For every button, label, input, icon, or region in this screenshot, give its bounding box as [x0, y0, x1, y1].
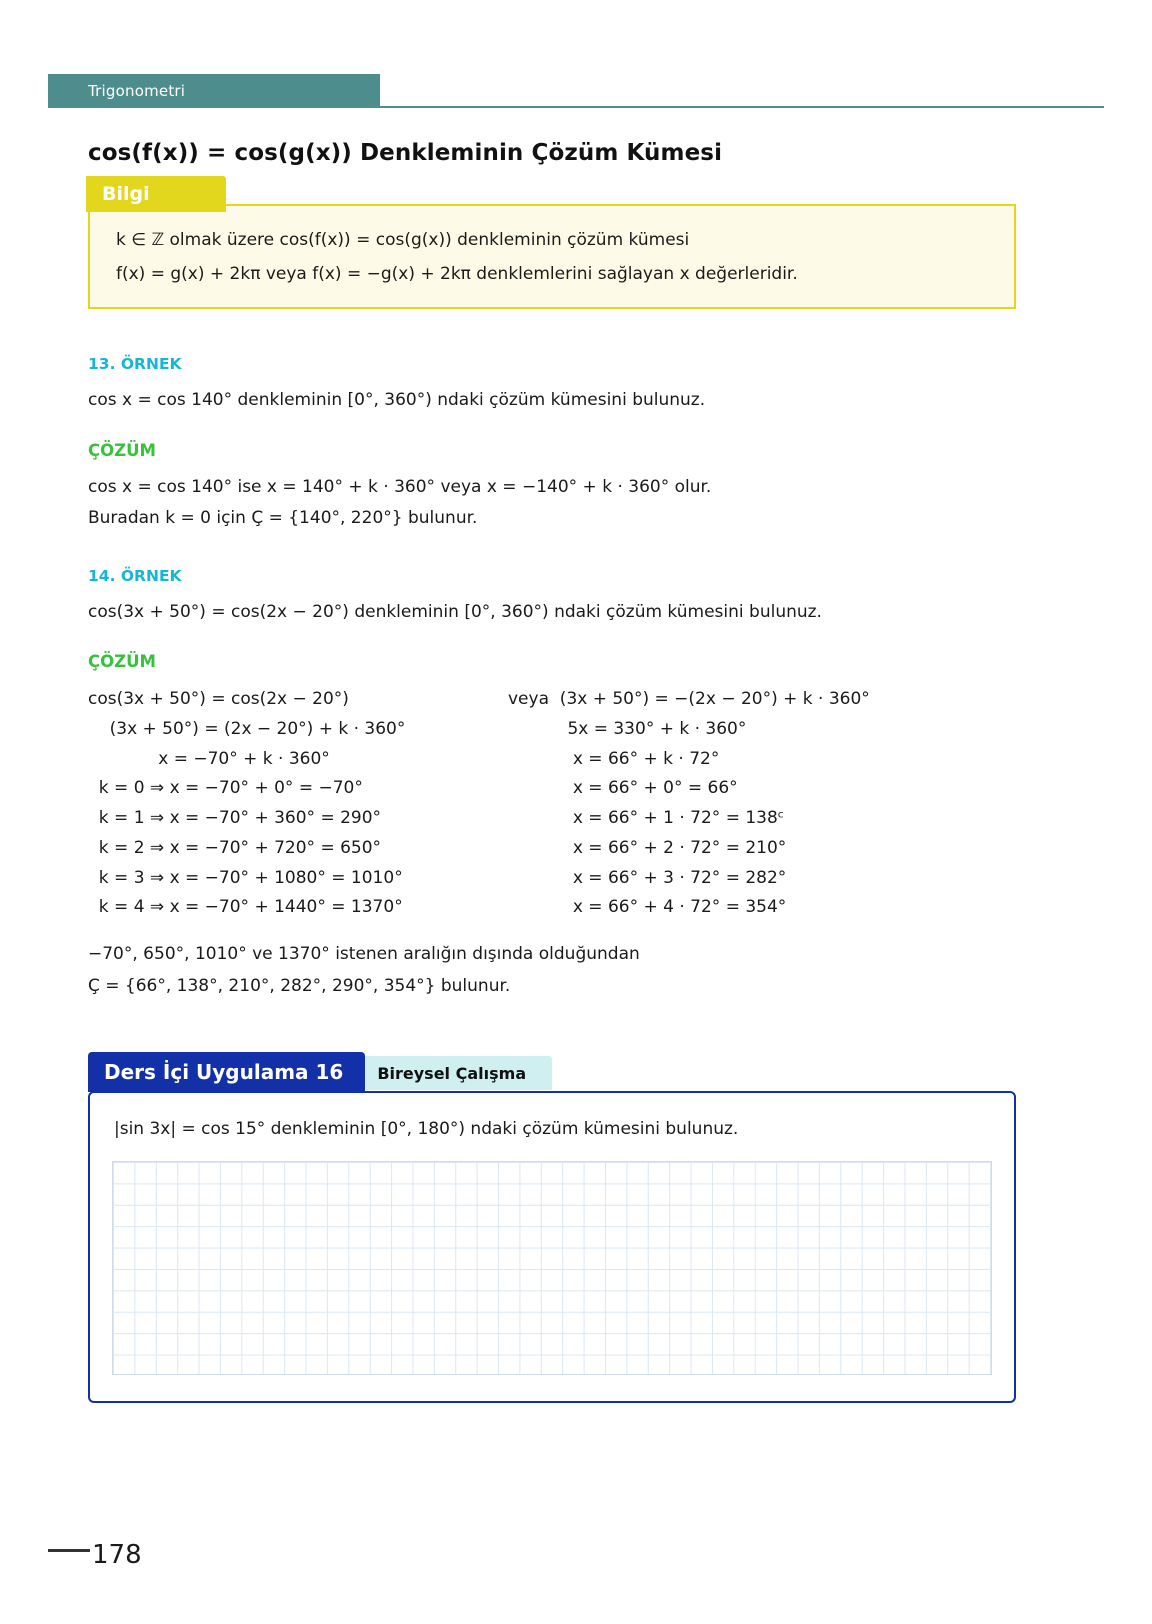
- derivation-right: x = 66° + 1 · 72° = 138ᶜ: [508, 808, 785, 829]
- solution-label: ÇÖZÜM: [88, 440, 156, 460]
- info-box-body: [88, 204, 1016, 309]
- footer-divider: [48, 1549, 90, 1552]
- derivation-left: k = 4 ⇒ x = −70° + 1440° = 1370°: [88, 897, 403, 918]
- page-content: [88, 140, 1016, 1403]
- derivation-left: cos(3x + 50°) = cos(2x − 20°): [88, 689, 349, 710]
- exercise-answer-grid[interactable]: [112, 1161, 992, 1375]
- exercise-box: [88, 1052, 1016, 1403]
- derivation-row: [88, 715, 1016, 745]
- derivation-row: [88, 834, 1016, 864]
- derivation-right: x = 66° + 2 · 72° = 210°: [508, 837, 787, 858]
- exercise-body: [88, 1091, 1016, 1403]
- derivation-right: x = 66° + 4 · 72° = 354°: [508, 897, 787, 918]
- example-label: 13. ÖRNEK: [88, 355, 182, 373]
- example-14: [88, 567, 1016, 1001]
- info-box-label: Bilgi: [102, 183, 150, 205]
- conclusion-line: Ç = {66°, 138°, 210°, 282°, 290°, 354°} bulunur.: [88, 975, 511, 996]
- derivation-table: [88, 685, 1016, 923]
- derivation-left: k = 1 ⇒ x = −70° + 360° = 290°: [88, 808, 382, 829]
- derivation-left: (3x + 50°) = (2x − 20°) + k · 360°: [88, 718, 406, 739]
- info-box-line: f(x) = g(x) + 2kπ veya f(x) = −g(x) + 2kπ denklemlerini sağlayan x değerleridir.: [116, 263, 798, 284]
- example-label: 14. ÖRNEK: [88, 566, 182, 585]
- derivation-right: x = 66° + k · 72°: [508, 748, 720, 769]
- derivation-row: [88, 893, 1016, 923]
- derivation-right: x = 66° + 0° = 66°: [508, 778, 738, 799]
- conclusion-line: −70°, 650°, 1010° ve 1370° istenen aralığın dışında olduğundan: [88, 944, 640, 965]
- exercise-tab-subtitle: Bireysel Çalışma: [355, 1056, 552, 1090]
- derivation-left: k = 2 ⇒ x = −70° + 720° = 650°: [88, 837, 382, 858]
- solution-label: ÇÖZÜM: [88, 652, 156, 672]
- exercise-question: |sin 3x| = cos 15° denkleminin [0°, 180°) ndaki çözüm kümesini bulunuz.: [114, 1119, 739, 1140]
- example-question: cos x = cos 140° denkleminin [0°, 360°) ndaki çözüm kümesini bulunuz.: [88, 390, 706, 410]
- chapter-header-band: [48, 74, 380, 108]
- page-title: cos(f(x)) = cos(g(x)) Denkleminin Çözüm Kümesi: [88, 140, 723, 166]
- solution-line: Buradan k = 0 için Ç = {140°, 220°} bulunur.: [88, 508, 478, 529]
- derivation-row: [88, 864, 1016, 894]
- page-number: 178: [92, 1540, 142, 1570]
- derivation-row: [88, 774, 1016, 804]
- solution-line: cos x = cos 140° ise x = 140° + k · 360° veya x = −140° + k · 360° olur.: [88, 476, 712, 497]
- info-box: [88, 183, 1016, 309]
- derivation-left: x = −70° + k · 360°: [88, 748, 330, 769]
- example-question: cos(3x + 50°) = cos(2x − 20°) denkleminin [0°, 360°) ndaki çözüm kümesini bulunuz.: [88, 601, 822, 622]
- example-13: [88, 355, 1016, 533]
- derivation-right: 5x = 330° + k · 360°: [508, 718, 747, 739]
- exercise-tabs: [88, 1052, 1016, 1092]
- derivation-left: k = 0 ⇒ x = −70° + 0° = −70°: [88, 778, 363, 799]
- derivation-row: [88, 685, 1016, 715]
- info-box-tab: [86, 176, 226, 212]
- header-divider: [48, 106, 1104, 108]
- derivation-right: veya (3x + 50°) = −(2x − 20°) + k · 360°: [508, 689, 870, 710]
- derivation-row: [88, 804, 1016, 834]
- chapter-title: Trigonometri: [88, 82, 186, 100]
- derivation-right: x = 66° + 3 · 72° = 282°: [508, 867, 787, 888]
- derivation-row: [88, 745, 1016, 775]
- derivation-left: k = 3 ⇒ x = −70° + 1080° = 1010°: [88, 867, 403, 888]
- exercise-tab-title: Ders İçi Uygulama 16: [88, 1052, 365, 1092]
- info-box-line: k ∈ ℤ olmak üzere cos(f(x)) = cos(g(x)) denkleminin çözüm kümesi: [116, 230, 690, 250]
